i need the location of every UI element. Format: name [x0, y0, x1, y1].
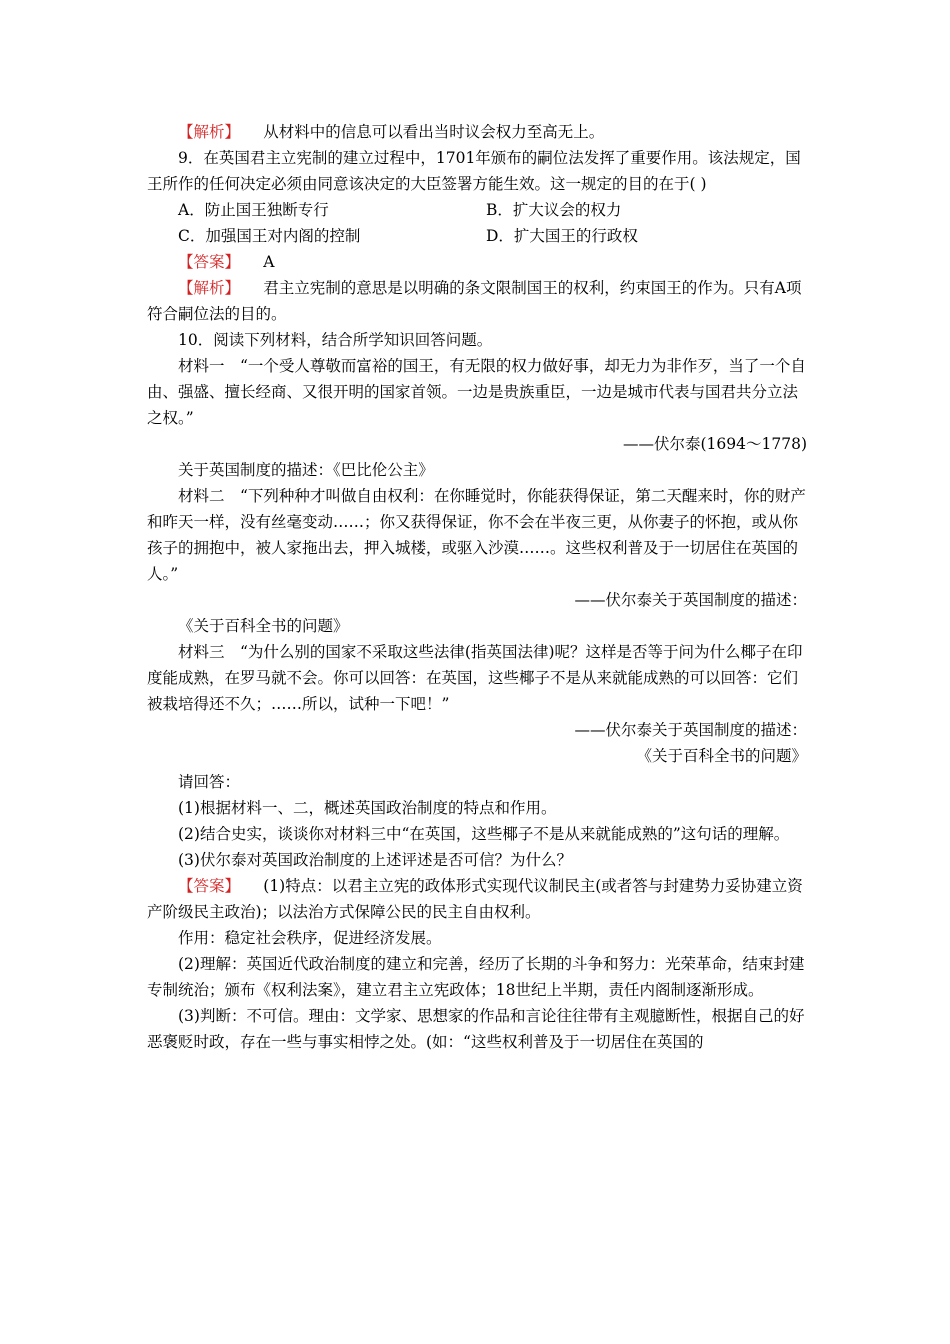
sub-question-2: (2)结合史实，谈谈你对材料三中“在英国，这些椰子不是从来就能成熟的”这句话的理解。 — [178, 825, 790, 843]
analysis-tag: 【解析】 — [178, 123, 241, 141]
document-page — [147, 119, 807, 1055]
material-3-source: ——伏尔泰关于英国制度的描述： — [574, 721, 807, 739]
material-1-source-2: 关于英国制度的描述：《巴比伦公主》 — [178, 461, 434, 479]
q10-answer-2: (2)理解：英国近代政治制度的建立和完善，经历了长期的斗争和努力：光荣革命，结束封建专制统治；颁布《权利法案》，建立君主立宪政体；18世纪上半期，责任内阁制逐渐形成。 — [147, 955, 805, 999]
material-1-source: ——伏尔泰(1694～1778) — [623, 435, 807, 453]
material-3: 材料三 “为什么别的国家不采取这些法律(指英国法律)呢？这样是否等于问为什么椰子在印度能成熟，在罗马就不会。你可以回答：在英国，这些椰子不是从来就能成熟的可以回答：它们被栽培得还不久；……所以，试种一下吧！” — [147, 643, 803, 713]
material-2: 材料二 “下列种种才叫做自由权利：在你睡觉时，你能获得保证，第二天醒来时，你的财产和昨天一样，没有丝毫变动……；你又获得保证，你不会在半夜三更，从你妻子的怀抱，或从你孩子的拥抱中，被人家拖出去，押入城楼，或驱入沙漠……。这些权利普及于一切居住在英国的人。” — [147, 487, 806, 583]
q10-stem: 10．阅读下列材料，结合所学知识回答问题。 — [178, 331, 493, 349]
q9-option-d: D．扩大国王的行政权 — [486, 227, 638, 245]
analysis-tag: 【解析】 — [178, 279, 241, 297]
q10-answer-1: 【答案】 (1)特点：以君主立宪的政体形式实现代议制民主(或者答与封建势力妥协建立资产阶级民主政治)；以法治方式保障公民的民主自由权利。 — [147, 877, 803, 921]
q9-stem: 9．在英国君主立宪制的建立过程中，1701年颁布的嗣位法发挥了重要作用。该法规定，国王所作的任何决定必须由同意该决定的大臣签署方能生效。这一规定的目的在于( ) — [147, 149, 801, 193]
q10-answer-1b: 作用：稳定社会秩序，促进经济发展。 — [178, 929, 442, 947]
q8-analysis: 【解析】 从材料中的信息可以看出当时议会权力至高无上。 — [178, 123, 605, 141]
q9-option-a: A．防止国王独断专行 — [178, 201, 329, 219]
q9-options-row-2 — [147, 223, 807, 249]
please-answer: 请回答： — [178, 773, 241, 791]
material-1: 材料一 “一个受人尊敬而富裕的国王，有无限的权力做好事，却无力为非作歹，当了一个自由、强盛、擅长经商、又很开明的国家首领。一边是贵族重臣，一边是城市代表与国君共分立法之权。” — [147, 357, 806, 427]
sub-question-1: (1)根据材料一、二，概述英国政治制度的特点和作用。 — [178, 799, 557, 817]
q9-option-c: C．加强国王对内阁的控制 — [178, 227, 361, 245]
material-2-source: ——伏尔泰关于英国制度的描述： — [574, 591, 807, 609]
sub-question-3: (3)伏尔泰对英国政治制度的上述评述是否可信？为什么？ — [178, 851, 572, 869]
q9-option-b: B．扩大议会的权力 — [486, 201, 622, 219]
answer-tag: 【答案】 — [178, 253, 241, 271]
q9-analysis: 【解析】 君主立宪制的意思是以明确的条文限制国王的权利，约束国王的作为。只有A项符合嗣位法的目的。 — [147, 279, 802, 323]
material-2-source-2: 《关于百科全书的问题》 — [178, 617, 349, 635]
answer-tag: 【答案】 — [178, 877, 241, 895]
q10-answer-3: (3)判断：不可信。理由：文学家、思想家的作品和言论往往带有主观臆断性，根据自己的好恶褒贬时政，存在一些与事实相悖之处。(如：“这些权利普及于一切居住在英国的 — [147, 1007, 805, 1051]
material-3-source-2: 《关于百科全书的问题》 — [636, 747, 807, 765]
q9-options-row-1 — [147, 197, 807, 223]
q9-answer: 【答案】 A — [178, 253, 275, 271]
